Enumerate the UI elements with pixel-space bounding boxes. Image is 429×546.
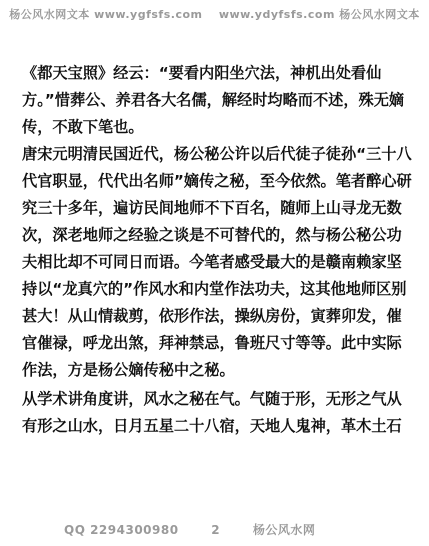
header-site-right: www.ydyfsfs.com 杨公风水网文本 — [218, 8, 420, 21]
paragraph: 《都天宝照》经云：“要看内阳坐穴法，神机出处看仙方。”惜葬公、养君各大名儒，解经时均略而不述，殊无嫡传，不敢下笔也。 — [22, 64, 405, 136]
page-header — [0, 6, 429, 22]
header-site-left: 杨公风水网文本 www.ygfsfs.com — [9, 8, 203, 21]
paragraph: 唐宋元明清民国近代，杨公秘公许以后代徒子徒孙“三十八代官职显，代代出名师”嫡传之秘，至今依然。笔者醉心研究三十多年，遍访民间地师不下百名，随师上山寻龙无数次，深老地师之经验之谈是不可替代的，然与杨公秘公功夫相比却不可同日而语。今笔者感受最大的是赣南赖家坚持以“龙真穴的”作风水和内堂作法功夫，这其他地师区别甚大！从山情裁剪，依形作法，操纵房份，寅葬卯发，催官催禄，呼龙出煞，拜神禁忌，鲁班尺寸等等。此中实际作法，方是杨公嫡传秘中之秘。 — [22, 145, 412, 379]
footer-page-number: 2 — [211, 523, 221, 537]
document-body — [22, 60, 412, 440]
footer-qq: QQ 2294300980 — [64, 523, 179, 537]
paragraph: 从学术讲角度讲，风水之秘在气。气随于形，无形之气从有形之山水，日月五星二十八宿，天地人鬼神，革木土石 — [22, 390, 402, 435]
page-footer — [64, 521, 343, 538]
footer-brand: 杨公风水网 — [252, 523, 316, 537]
